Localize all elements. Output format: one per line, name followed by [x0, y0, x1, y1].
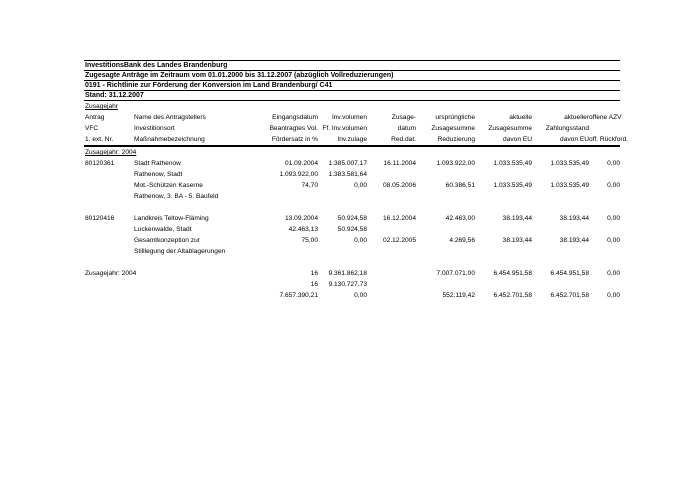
cell-col-3: 7.657.390,21: [279, 292, 318, 299]
cell-col-5: 08.05.2006: [382, 182, 416, 189]
org-name: InvestitionsBank des Landes Brandenburg: [85, 62, 228, 69]
cell-col-3: 74,70: [301, 182, 318, 189]
cell-col-6: 1.093.922,00: [436, 160, 475, 167]
column-header: davon EU: [503, 136, 532, 143]
header-row: [84, 112, 620, 123]
cell-col-8: 6.454.951,58: [550, 270, 589, 277]
cell-col-4: 0,00: [354, 182, 367, 189]
cell-col-6: 42.463,00: [445, 215, 475, 222]
column-header: Zusage-: [391, 114, 416, 121]
table-row: [84, 158, 620, 169]
cell-col-2: Landkreis Teltow-Fläming: [134, 215, 209, 222]
stand-date: Stand: 31.12.2007: [85, 92, 144, 99]
cell-col-6: 7.007.071,00: [436, 270, 475, 277]
cell-col-8: 6.452.701,58: [550, 292, 589, 299]
cell-col-1: Zusagejahr: 2004: [85, 270, 137, 277]
column-header: Reduzierung: [437, 136, 475, 143]
cell-col-4: 50.924,58: [337, 226, 367, 233]
cell-col-2: Rathenow, 3. BA - 5. Baufeld: [134, 193, 219, 200]
column-header: Eingangsdatum: [272, 114, 318, 121]
column-header: Investitionsort: [134, 125, 175, 132]
column-header: ursprüngliche: [435, 114, 475, 121]
table-row: [84, 290, 620, 301]
cell-col-9: 0,00: [607, 182, 620, 189]
cell-col-8: 38.193,44: [559, 237, 589, 244]
column-header: Zusagesumme: [488, 125, 532, 132]
column-header: 1. ext. Nr.: [85, 136, 114, 143]
header-row: [84, 134, 629, 145]
cell-col-3: 16: [310, 281, 318, 288]
cell-col-6: 4.269,56: [449, 237, 475, 244]
cell-col-8: 1.033.535,49: [550, 160, 589, 167]
cell-col-3: 42.463,13: [288, 226, 318, 233]
cell-col-7: 6.454.951,58: [493, 270, 532, 277]
cell-col-8: 1.033.535,49: [550, 182, 589, 189]
column-header: Zusagesumme: [431, 125, 475, 132]
cell-col-5: 16.11.2004: [383, 160, 416, 167]
column-headers: [84, 112, 629, 145]
cell-col-4: 0,00: [354, 237, 367, 244]
cell-col-6: 60.386,51: [445, 182, 475, 189]
cell-col-7: 1.033.535,49: [493, 160, 532, 167]
column-header: Inv.zulage: [337, 136, 367, 143]
cell-col-4: 0,00: [354, 292, 367, 299]
report-page: [84, 60, 629, 301]
column-header: Ff. Inv.volumen: [322, 125, 367, 132]
column-header: Maßnahmebezeichnung: [134, 136, 205, 143]
cell-col-9: 0,00: [607, 237, 620, 244]
cell-col-3: 1.093.922,00: [279, 171, 318, 178]
table-row: [84, 202, 620, 213]
cell-col-2: Stilllegung der Altablagerungen: [134, 248, 226, 255]
cell-col-4: 9.130.727,73: [328, 281, 367, 288]
column-header: offene AZV: [589, 114, 622, 121]
column-header: datum: [397, 125, 416, 132]
table-row: [84, 180, 620, 191]
cell-col-9: 0,00: [607, 160, 620, 167]
table-row: [84, 169, 620, 180]
cell-col-1: 80120361: [85, 160, 115, 167]
cell-col-2: Mot.-Schützen Kaserne: [134, 182, 203, 189]
table-row: [84, 257, 620, 268]
column-header: Inv.volumen: [331, 114, 367, 121]
cell-col-6: 552.119,42: [442, 292, 475, 299]
table-row: [84, 224, 620, 235]
cell-col-2: Gesamtkonzeption zur: [134, 237, 200, 244]
column-header: off. Rückford.: [589, 136, 629, 143]
table-row: [84, 191, 620, 202]
cell-col-2: Luckenwalde, Stadt: [134, 226, 192, 233]
column-header: Name des Antragstellers: [134, 114, 206, 121]
table-row: [84, 235, 620, 246]
column-header: davon EU: [560, 136, 589, 143]
cell-col-9: 0,00: [607, 270, 620, 277]
cell-col-9: 0,00: [607, 215, 620, 222]
cell-col-4: 1.385.007,17: [328, 160, 367, 167]
program-title: 0191 - Richtlinie zur Förderung der Konversion im Land Brandenburg/ C41: [85, 82, 333, 89]
column-header: Fördersatz in %: [271, 136, 318, 143]
table-row: [84, 213, 620, 224]
cell-col-3: 13.09.2004: [284, 215, 318, 222]
column-header: Red.dat.: [391, 136, 416, 143]
report-title: Zugesagte Anträge im Zeitraum vom 01.01.2000 bis 31.12.2007 (abzüglich Vollreduzierungen): [85, 72, 394, 79]
cell-col-2: Stadt Rathenow: [134, 160, 181, 167]
cell-col-3: 16: [310, 270, 318, 277]
cell-col-8: 38.193,44: [559, 215, 589, 222]
cell-col-5: 02.12.2005: [382, 237, 416, 244]
table-row: [84, 268, 620, 279]
column-header: VFC: [85, 125, 99, 132]
column-header: Zahlungsstand: [545, 125, 589, 132]
cell-col-3: 01.09.2004: [284, 160, 318, 167]
cell-col-9: 0,00: [607, 292, 620, 299]
cell-col-4: 9.361.862,18: [328, 270, 367, 277]
cell-col-3: 75,00: [301, 237, 318, 244]
cell-col-5: 16.12.2004: [382, 215, 416, 222]
cell-col-7: 1.033.535,49: [493, 182, 532, 189]
cell-col-1: 80120416: [85, 215, 115, 222]
column-header: Beantragtes Vol.: [269, 125, 318, 132]
cell-col-4: 50.924,58: [337, 215, 367, 222]
year-section: Zusagejahr: 2004: [85, 149, 137, 156]
group-label: Zusagejahr: [85, 103, 118, 110]
cell-col-2: Rathenow, Stadt: [134, 171, 183, 178]
cell-col-7: 38.193,44: [502, 237, 532, 244]
column-header: aktueller: [564, 114, 589, 121]
header-row: [84, 123, 620, 134]
cell-col-7: 38.193,44: [502, 215, 532, 222]
column-header: Antrag: [85, 114, 105, 121]
column-header: aktuelle: [509, 114, 532, 121]
table-row: [84, 279, 620, 290]
cell-col-4: 1.383.581,64: [328, 171, 367, 178]
table-row: [84, 246, 620, 257]
cell-col-7: 6.452.701,58: [493, 292, 532, 299]
data-rows: [84, 158, 620, 301]
